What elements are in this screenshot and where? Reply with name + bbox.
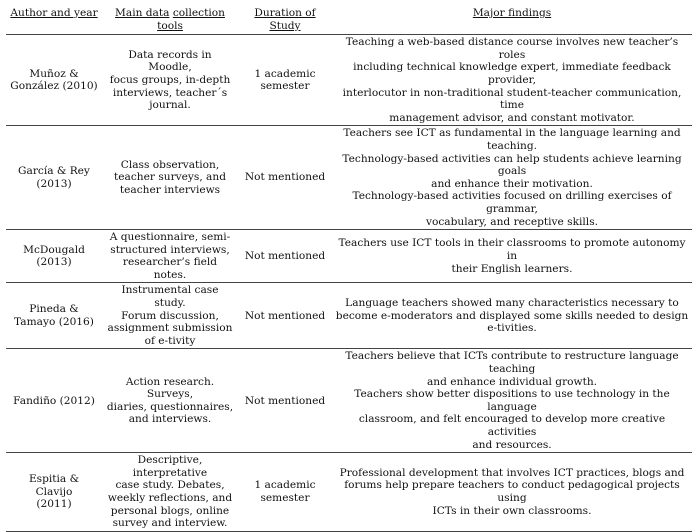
cell-duration: 1 academic semester [238, 453, 332, 532]
cell-tools: Descriptive, interpretative case study. Debates, weekly reflections, and personal blogs, online survey and interview. [102, 453, 238, 532]
header-data-collection-tools [102, 6, 238, 35]
cell-tools: Class observation, teacher surveys, and teacher interviews [102, 126, 238, 230]
table-row [6, 230, 692, 283]
table-row [6, 453, 692, 532]
cell-author: Fandiño (2012) [6, 349, 102, 453]
cell-tools: Instrumental case study. Forum discussion, assignment submission of e-tivity [102, 283, 238, 349]
header-major-findings: Major findings [332, 6, 692, 35]
cell-findings: Language teachers showed many characteristics necessary to become e-moderators and displayed some skills needed to design e-tivities. [332, 283, 692, 349]
cell-findings: Teachers see ICT as fundamental in the language learning and teaching. Technology-based activities can help students achieve learning goals and enhance their motivation. Technology-based activities focused on drilling exercises of grammar, vocabulary, and receptive skills. [332, 126, 692, 230]
table-row [6, 35, 692, 126]
cell-author: Muñoz & González (2010) [6, 35, 102, 126]
cell-author: McDougald (2013) [6, 230, 102, 283]
cell-duration: 1 academic semester [238, 35, 332, 126]
cell-findings: Professional development that involves ICT practices, blogs and forums help prepare teachers to conduct pedagogical projects using ICTs in their own classrooms. [332, 453, 692, 532]
header-author-year: Author and year [6, 6, 102, 35]
header-tools-line-1: Main data [115, 7, 170, 19]
table-header [6, 6, 692, 35]
cell-duration: Not mentioned [238, 126, 332, 230]
cell-duration: Not mentioned [238, 283, 332, 349]
literature-review-table [6, 6, 692, 532]
cell-findings: Teachers use ICT tools in their classrooms to promote autonomy in their English learners. [332, 230, 692, 283]
cell-tools: Data records in Moodle, focus groups, in-depth interviews, teacher´s journal. [102, 35, 238, 126]
cell-duration: Not mentioned [238, 230, 332, 283]
table-row [6, 126, 692, 230]
cell-author: Pineda & Tamayo (2016) [6, 283, 102, 349]
table-row [6, 283, 692, 349]
cell-findings: Teaching a web-based distance course involves new teacher’s roles including technical knowledge expert, immediate feedback provider, interlocutor in non-traditional student-teacher communication, time management advisor, and constant motivator. [332, 35, 692, 126]
cell-author: García & Rey (2013) [6, 126, 102, 230]
table-body [6, 35, 692, 532]
cell-author: Espitia & Clavijo (2011) [6, 453, 102, 532]
header-duration: Duration of Study [238, 6, 332, 35]
cell-tools: Action research. Surveys, diaries, questionnaires, and interviews. [102, 349, 238, 453]
table-row [6, 349, 692, 453]
header-tools-line-2: collection tools [157, 7, 225, 32]
header-row [6, 6, 692, 35]
cell-findings: Teachers believe that ICTs contribute to restructure language teaching and enhance individual growth. Teachers show better dispositions to use technology in the language classroom, and felt encouraged to develop more creative activities and resources. [332, 349, 692, 453]
cell-duration: Not mentioned [238, 349, 332, 453]
cell-tools: A questionnaire, semi- structured interviews, researcher’s field notes. [102, 230, 238, 283]
